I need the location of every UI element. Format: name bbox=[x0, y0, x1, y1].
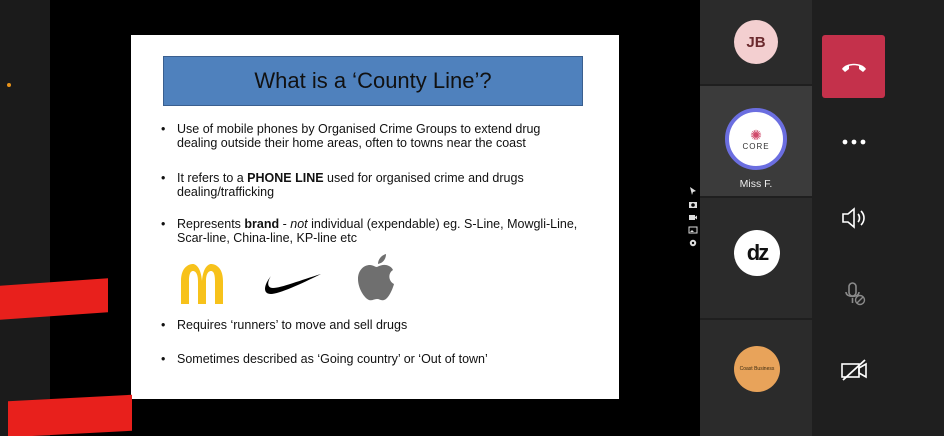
slide-bullet: • It refers to a PHONE LINE used for organised crime and drugs dealing/trafficking bbox=[161, 171, 524, 199]
phone-hangup-icon bbox=[841, 61, 867, 73]
speaker-button[interactable] bbox=[822, 198, 885, 238]
call-controls bbox=[812, 0, 944, 436]
apple-logo bbox=[355, 253, 399, 307]
mic-button[interactable] bbox=[822, 274, 885, 314]
pointer-icon[interactable] bbox=[688, 186, 698, 196]
participant-tile-jb[interactable] bbox=[700, 0, 812, 84]
slide-bullet: • Represents brand - not individual (expendable) eg. S-Line, Mowgli-Line, Scar-line, China-line, KP-line etc bbox=[161, 217, 578, 245]
participants-panel bbox=[700, 0, 812, 436]
participant-tile-coast[interactable] bbox=[700, 320, 812, 436]
settings-icon[interactable] bbox=[688, 238, 698, 248]
mcdonalds-logo bbox=[178, 263, 226, 305]
avatar: JB bbox=[734, 20, 778, 64]
slide-bullet: • Requires ‘runners’ to move and sell drugs bbox=[161, 318, 408, 332]
slide-bullet: • Sometimes described as ‘Going country’ or ‘Out of town’ bbox=[161, 352, 488, 366]
participant-tile-dz[interactable] bbox=[700, 198, 812, 318]
notification-dot bbox=[7, 83, 11, 87]
avatar: Coast Business bbox=[734, 346, 780, 392]
left-rail bbox=[0, 0, 50, 436]
avatar: dz bbox=[734, 230, 780, 276]
more-icon bbox=[842, 139, 866, 145]
camera-off-icon bbox=[840, 358, 868, 382]
video-icon[interactable] bbox=[688, 212, 698, 222]
screen-share-toolbar bbox=[686, 183, 700, 253]
mic-off-icon bbox=[841, 281, 867, 307]
hangup-button[interactable] bbox=[822, 35, 885, 98]
slide-bullet: • Use of mobile phones by Organised Crime Groups to extend drug dealing outside their home areas, often to towns near the coast bbox=[161, 122, 541, 150]
speaker-icon bbox=[841, 207, 867, 229]
slide-title-box bbox=[163, 56, 583, 106]
nike-logo bbox=[261, 268, 323, 298]
redaction-mark bbox=[8, 395, 132, 436]
more-button[interactable] bbox=[822, 122, 885, 162]
participant-tile-miss-f[interactable] bbox=[700, 86, 812, 196]
screenshot-icon[interactable] bbox=[688, 199, 698, 209]
presentation-slide bbox=[131, 35, 619, 399]
gallery-icon[interactable] bbox=[688, 225, 698, 235]
avatar: ✺ CORE bbox=[725, 108, 787, 170]
starburst-icon: ✺ bbox=[750, 126, 762, 143]
slide-title: What is a ‘County Line’? bbox=[254, 68, 492, 93]
camera-button[interactable] bbox=[822, 350, 885, 390]
participant-name: Miss F. bbox=[739, 178, 773, 190]
